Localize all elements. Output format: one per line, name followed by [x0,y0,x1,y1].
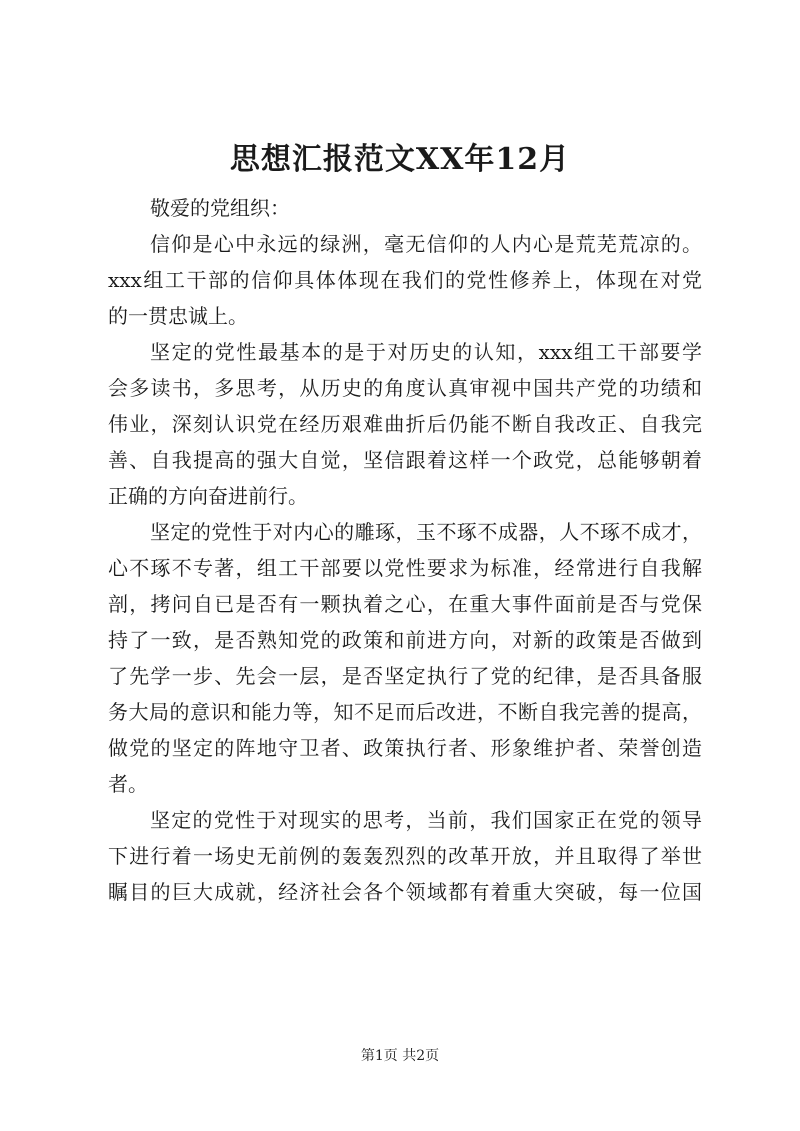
text-line: 剖，拷问自已是否有一颗执着之心，在重大事件面前是否与党保 [108,592,702,616]
paragraph [108,226,702,334]
text-line: 持了一致，是否熟知党的政策和前进方向，对新的政策是否做到 [108,628,702,652]
paragraph [108,514,702,802]
text-line: 坚定的党性于对内心的雕琢，玉不琢不成器，人不琢不成才， [150,520,702,544]
text-line: xxx组工干部的信仰具体体现在我们的党性修养上，体现在对党 [108,268,702,292]
text-line: 了先学一步、先会一层，是否坚定执行了党的纪律，是否具备服 [108,664,702,688]
paragraph [108,802,702,910]
text-line: 正确的方向奋进前行。 [108,484,308,508]
text-line: 的一贯忠诚上。 [108,304,248,328]
text-line: 做党的坚定的阵地守卫者、政策执行者、形象维护者、荣誉创造 [108,736,702,760]
text-line: 伟业，深刻认识党在经历艰难曲折后仍能不断自我改正、自我完 [108,412,702,436]
text-line: 心不琢不专著，组工干部要以党性要求为标准，经常进行自我解 [108,556,702,580]
page-footer: 第1页 共2页 [360,1048,440,1064]
paragraph [108,334,702,514]
text-line: 会多读书，多思考，从历史的角度认真审视中国共产党的功绩和 [108,376,702,400]
text-line: 坚定的党性于对现实的思考，当前，我们国家正在党的领导 [150,808,702,832]
salutation: 敬爱的党组织： [150,196,290,220]
text-line: 下进行着一场史无前例的轰轰烈烈的改革开放，并且取得了举世 [108,844,702,868]
document-title: 思想汇报范文XX年12月 [229,142,571,177]
document-body [108,190,702,910]
text-line: 坚定的党性最基本的是于对历史的认知，xxx组工干部要学 [150,340,702,364]
text-line: 瞩目的巨大成就，经济社会各个领域都有着重大突破，每一位国 [108,880,702,904]
text-line: 者。 [108,772,148,796]
text-line: 务大局的意识和能力等，知不足而后改进，不断自我完善的提高， [108,700,702,724]
text-line: 善、自我提高的强大自觉，坚信跟着这样一个政党，总能够朝着 [108,448,702,472]
text-line: 信仰是心中永远的绿洲，毫无信仰的人内心是荒芜荒凉的。 [150,232,702,256]
